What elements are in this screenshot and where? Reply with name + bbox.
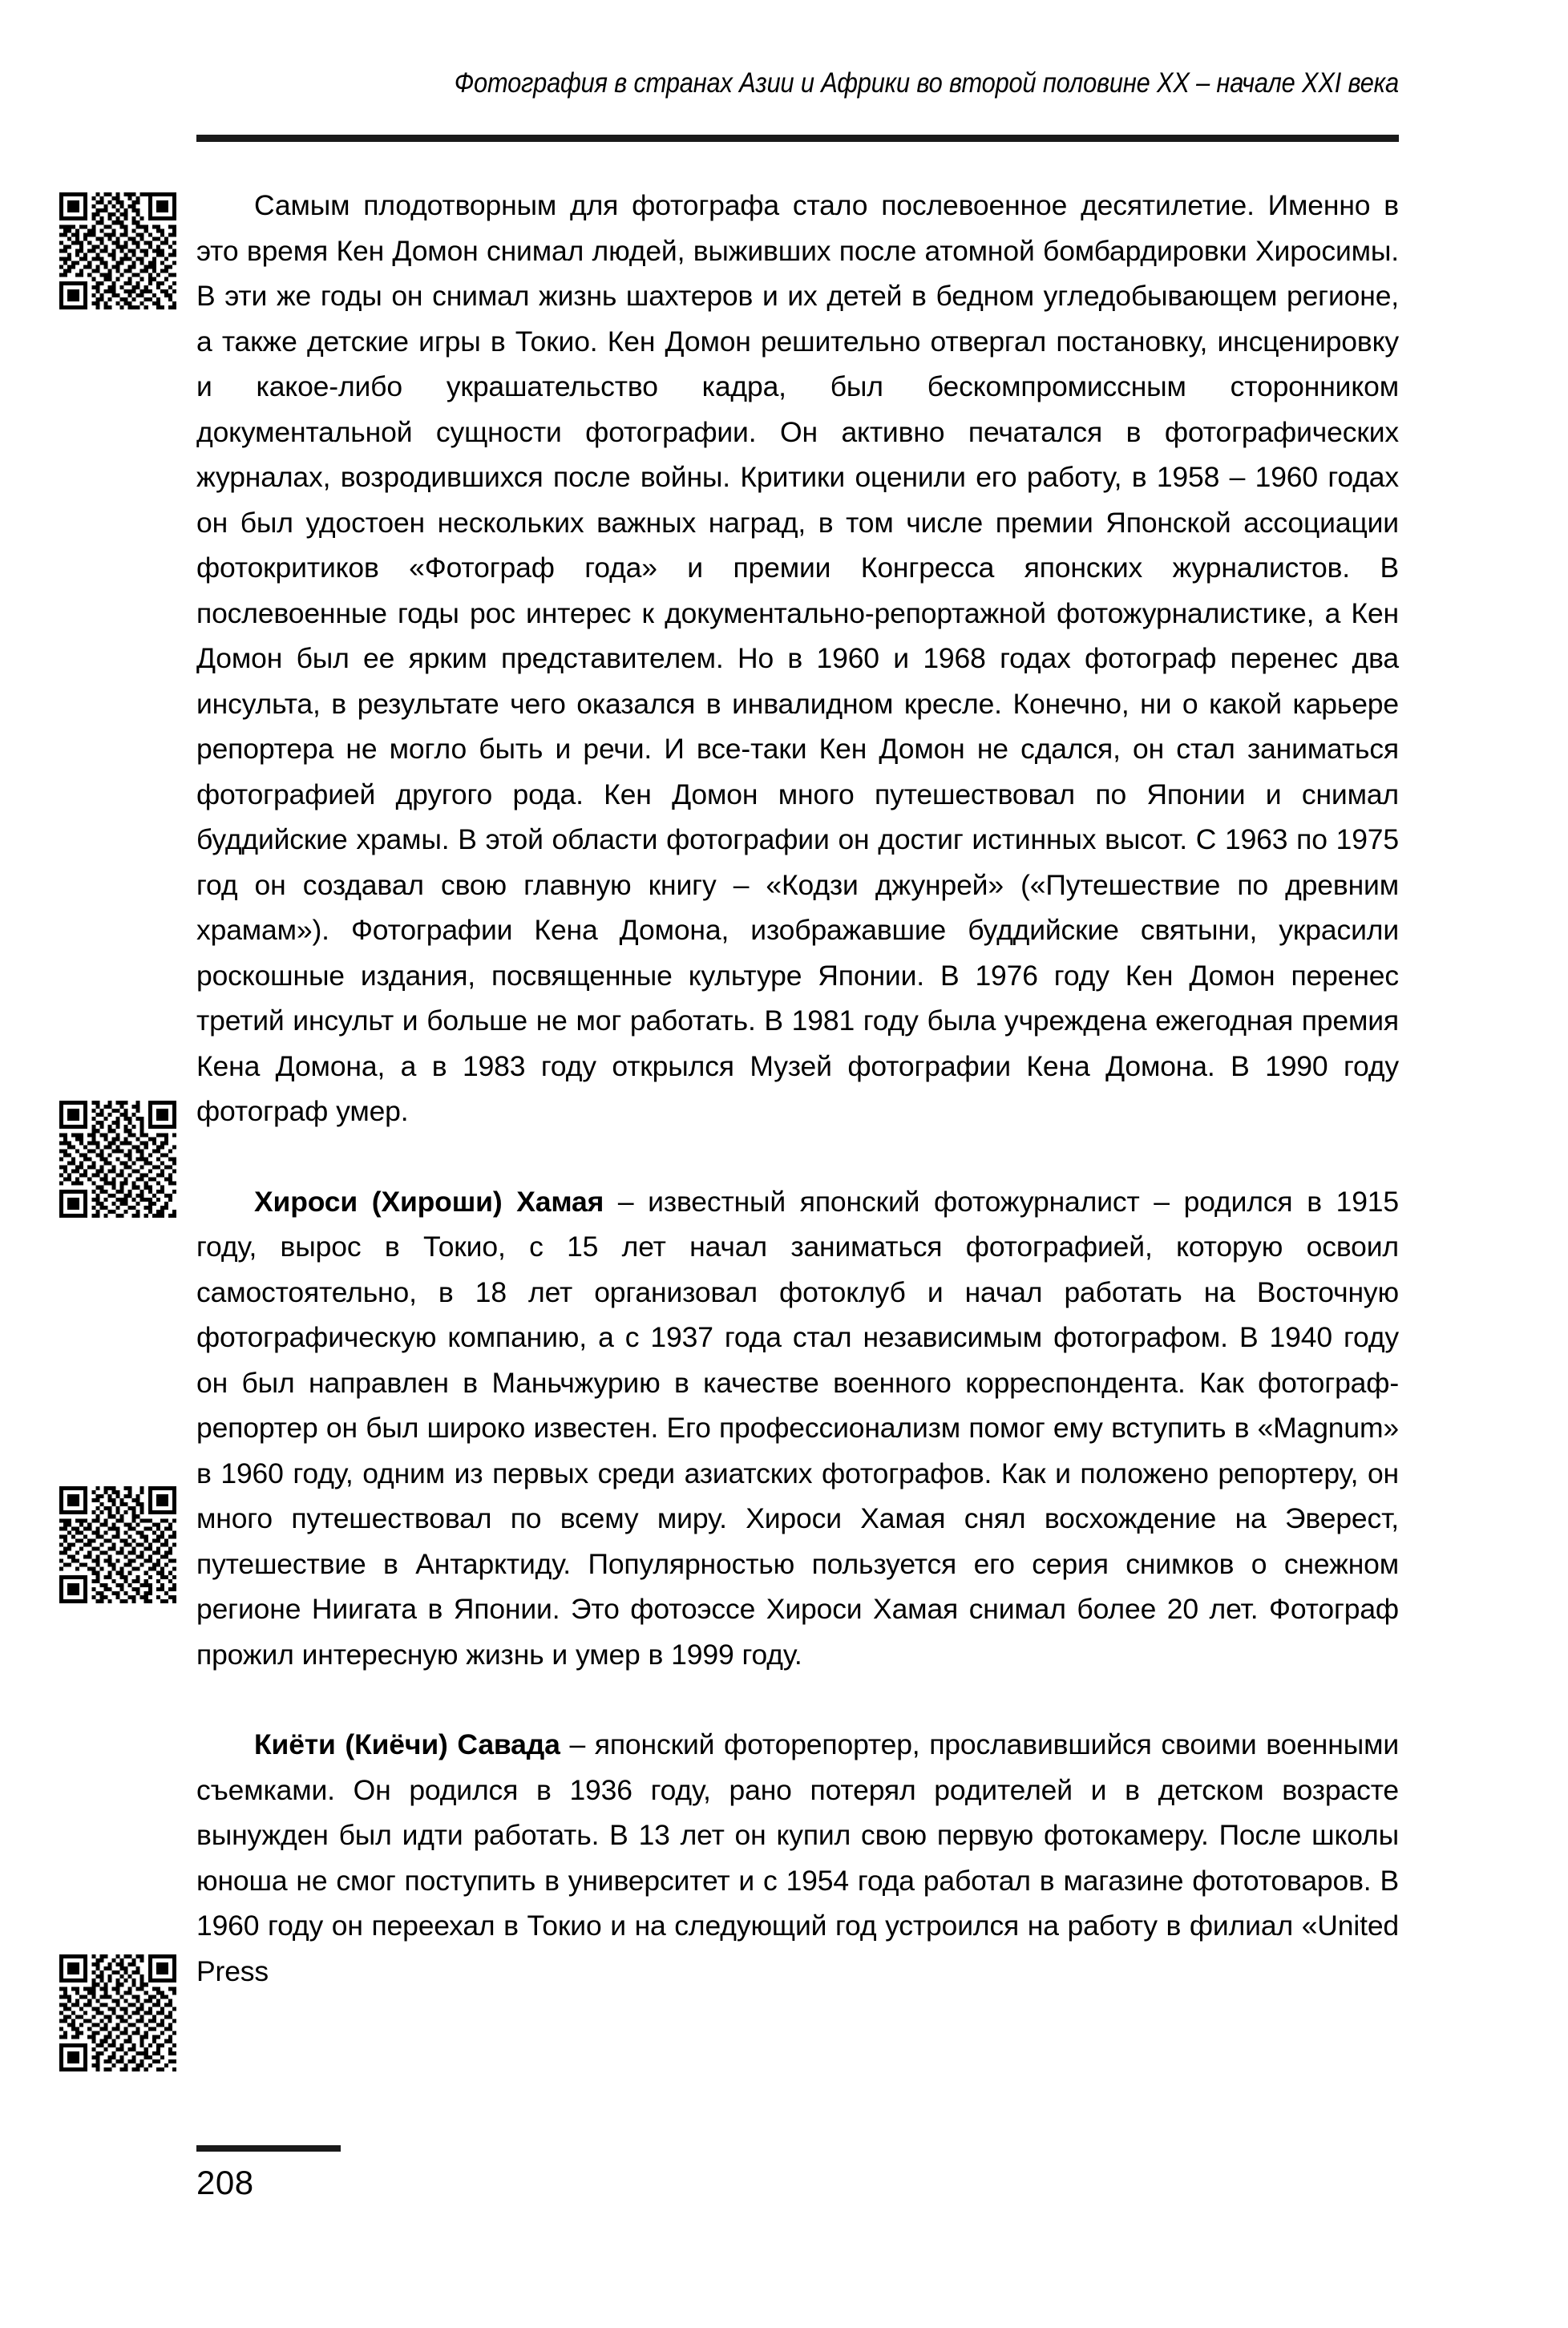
- qr-code-3[interactable]: [59, 1486, 176, 1603]
- page-number: 208: [196, 2164, 254, 2201]
- running-head: Фотография в странах Азии и Африки во второй половине XX – начале XXI века: [454, 67, 1399, 99]
- paragraph-ken-domon: [196, 183, 1399, 1134]
- qr-code-2-glyph: [59, 1101, 176, 1218]
- paragraph-hiroshi-hamaya: [196, 1179, 1399, 1678]
- qr-code-2[interactable]: [59, 1101, 176, 1218]
- header-rule: [196, 135, 1399, 142]
- paragraph-kiyochi-sawada: [196, 1722, 1399, 1994]
- lead-in-kiyochi-sawada: Киёти (Киёчи) Савада: [254, 1728, 560, 1760]
- qr-code-1[interactable]: [59, 192, 176, 309]
- paragraph-kiyochi-sawada-text: – японский фоторепортер, прославившийся своими военными съемками. Он родился в 1936 году, рано потерял родителей и в детском возрасте вынужден был идти работать. В 13 лет он купил свою первую фотокамеру. После школы юноша не смог поступить в университет и с 1954 года работал в магазине фототоваров. В 1960 году он переехал в Токио и на следующий год устроился на работу в филиал «United Press: [196, 1728, 1399, 1987]
- footer-rule: [196, 2145, 341, 2152]
- qr-code-3-glyph: [59, 1486, 176, 1603]
- paragraph-ken-domon-text: Самым плодотворным для фотографа стало послевоенное десятилетие. Именно в это время Кен Домон снимал людей, выживших после атомной бомбардировки Хиросимы. В эти же годы он снимал жизнь шахтеров и их детей в бедном угледобывающем регионе, а также детские игры в Токио. Кен Домон решительно отвергал постановку, инсценировку и какое-либо украшательство кадра, был бескомпромиссным сторонником документальной сущности фотографии. Он активно печатался в фотографических журналах, возродившихся после войны. Критики оценили его работу, в 1958 – 1960 годах он был удостоен нескольких важных наград, в том числе премии Японской ассоциации фотокритиков «Фотограф года» и премии Конгресса японских журналистов. В послевоенные годы рос интерес к документально-репортажной фотожурналистике, а Кен Домон был ее ярким представителем. Но в 1960 и 1968 годах фотограф перенес два инсульта, в результате чего оказался в инвалидном кресле. Конечно, ни о какой карьере репортера не могло быть и речи. И все-таки Кен Домон не сдался, он стал заниматься фотографией другого рода. Кен Домон много путешествовал по Японии и снимал буддийские храмы. В этой области фотографии он достиг истинных высот. С 1963 по 1975 год он создавал свою главную книгу – «Кодзи джунрей» («Путешествие по древним храмам»). Фотографии Кена Домона, изображавшие буддийские святыни, украсили роскошные издания, посвященные культуре Японии. В 1976 году Кен Домон перенес третий инсульт и больше не мог работать. В 1981 году была учреждена ежегодная премия Кена Домона, а в 1983 году открылся Музей фотографии Кена Домона. В 1990 году фотограф умер.: [196, 189, 1399, 1127]
- qr-code-4[interactable]: [59, 1954, 176, 2071]
- qr-code-4-glyph: [59, 1954, 176, 2071]
- lead-in-hiroshi-hamaya: Хироси (Хироши) Хамая: [254, 1185, 604, 1218]
- paragraph-hiroshi-hamaya-text: – известный японский фотожурналист – родился в 1915 году, вырос в Токио, с 15 лет начал заниматься фотографией, которую освоил самостоятельно, в 18 лет организовал фотоклуб и начал работать на Восточную фотографическую компанию, а с 1937 года стал независимым фотографом. В 1940 году он был направлен в Маньчжурию в качестве военного корреспондента. Как фотограф-репортер он был широко известен. Его профессионализм помог ему вступить в «Magnum» в 1960 году, одним из первых среди азиатских фотографов. Как и положено репортеру, он много путешествовал по всему миру. Хироси Хамая снял восхождение на Эверест, путешествие в Антарктиду. Популярностью пользуется его серия снимков о снежном регионе Ниигата в Японии. Это фотоэссе Хироси Хамая снимал более 20 лет. Фотограф прожил интересную жизнь и умер в 1999 году.: [196, 1185, 1399, 1671]
- body-text-column: [196, 183, 1399, 1994]
- qr-code-1-glyph: [59, 192, 176, 309]
